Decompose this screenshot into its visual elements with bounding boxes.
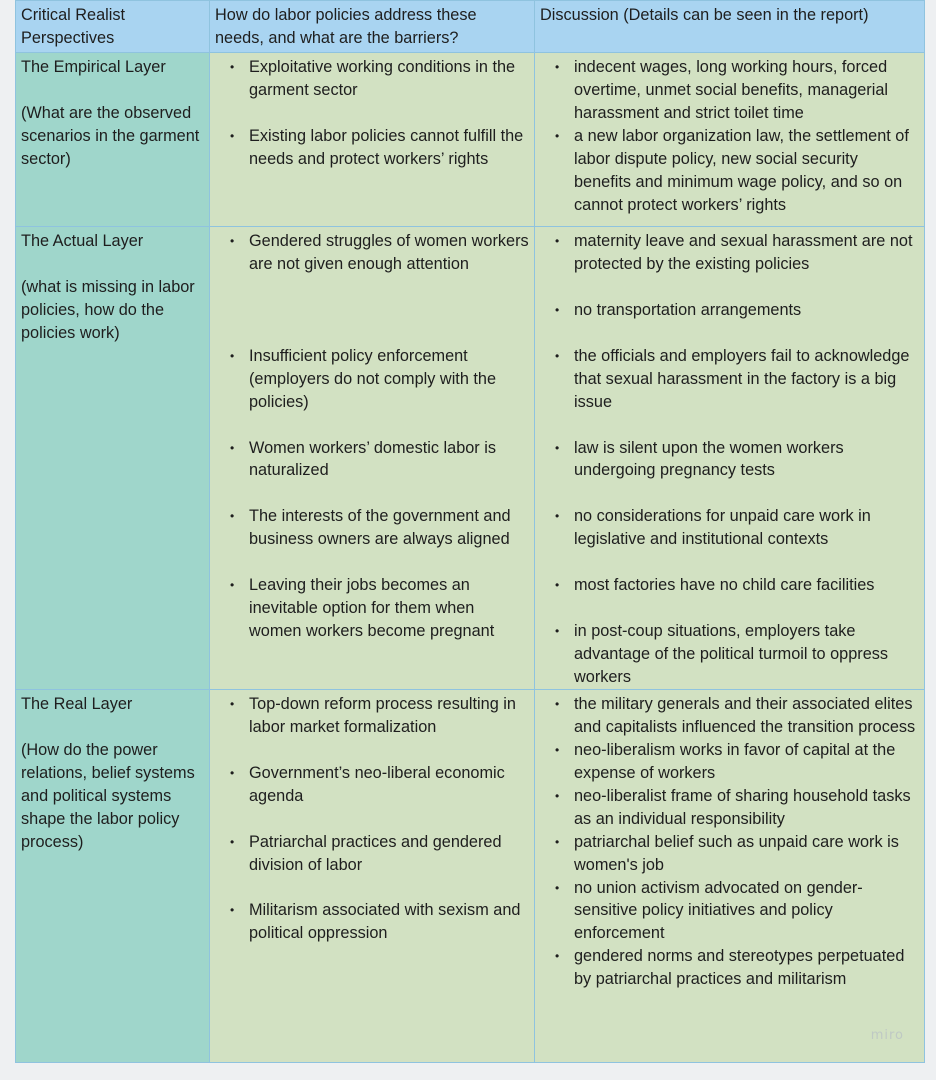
list-item: • Gendered struggles of women workers are not given enough attention [215,230,529,276]
perspective-cell [16,53,210,227]
list-item: • neo-liberalism works in favor of capital at the expense of workers [540,739,919,785]
discussion-cell [535,227,925,690]
list-item: • gendered norms and stereotypes perpetuated by patriarchal practices and militarism [540,945,919,991]
miro-watermark: miro [870,1028,904,1043]
discussion-cell [535,690,925,1063]
list-item: • a new labor organization law, the settlement of labor dispute policy, new social security benefits and minimum wage policy, and so on cannot protect workers’ rights [540,125,919,217]
header-perspectives: Critical Realist Perspectives [16,1,210,53]
list-item: • no transportation arrangements [540,299,919,322]
table-frame [15,0,924,1063]
list-item: • Existing labor policies cannot fulfill the needs and protect workers’ rights [215,125,529,171]
list-item: • no union activism advocated on gender-sensitive policy initiatives and policy enforcement [540,877,919,946]
layer-question: (what is missing in labor policies, how do the policies work) [21,278,195,343]
header-barriers: How do labor policies address these needs, and what are the barriers? [210,1,535,53]
list-item: • Top-down reform process resulting in labor market formalization [215,693,529,739]
layer-question: (How do the power relations, belief systems and political systems shape the labor policy process) [21,741,195,851]
list-item: • Patriarchal practices and gendered division of labor [215,831,529,877]
list-item: • indecent wages, long working hours, forced overtime, unmet social benefits, managerial harassment and strict toilet time [540,56,919,125]
list-item: • maternity leave and sexual harassment are not protected by the existing policies [540,230,919,276]
list-item: • most factories have no child care facilities [540,574,919,597]
layer-question: (What are the observed scenarios in the garment sector) [21,103,200,168]
header-row [16,1,925,53]
table-row-real [16,690,925,1063]
list-item: • The interests of the government and business owners are always aligned [215,505,529,551]
header-discussion: Discussion (Details can be seen in the report) [535,1,925,53]
list-item: • Insufficient policy enforcement (employers do not comply with the policies) [215,345,529,414]
barriers-cell [210,227,535,690]
barriers-cell [210,690,535,1063]
discussion-cell [535,53,925,227]
layer-title: The Empirical Layer [21,58,166,77]
layer-title: The Actual Layer [21,232,144,251]
list-item: • law is silent upon the women workers undergoing pregnancy tests [540,437,919,483]
list-item: • in post-coup situations, employers take advantage of the political turmoil to oppress workers [540,620,919,689]
list-item: • Leaving their jobs becomes an inevitable option for them when women workers become pregnant [215,574,529,643]
table-row-empirical [16,53,925,227]
list-item: • patriarchal belief such as unpaid care work is women's job [540,831,919,877]
list-item: • neo-liberalist frame of sharing household tasks as an individual responsibility [540,785,919,831]
list-item: • Militarism associated with sexism and political oppression [215,899,529,945]
perspective-cell [16,690,210,1063]
critical-realist-table [15,0,925,1063]
list-item: • the military generals and their associated elites and capitalists influenced the transition process [540,693,919,739]
list-item: • no considerations for unpaid care work in legislative and institutional contexts [540,505,919,551]
barriers-cell [210,53,535,227]
list-item: • Women workers’ domestic labor is naturalized [215,437,529,483]
perspective-cell [16,227,210,690]
table-row-actual [16,227,925,690]
list-item: • Government’s neo-liberal economic agenda [215,762,529,808]
list-item: • Exploitative working conditions in the garment sector [215,56,529,102]
list-item: • the officials and employers fail to acknowledge that sexual harassment in the factory is a big issue [540,345,919,414]
layer-title: The Real Layer [21,695,133,714]
